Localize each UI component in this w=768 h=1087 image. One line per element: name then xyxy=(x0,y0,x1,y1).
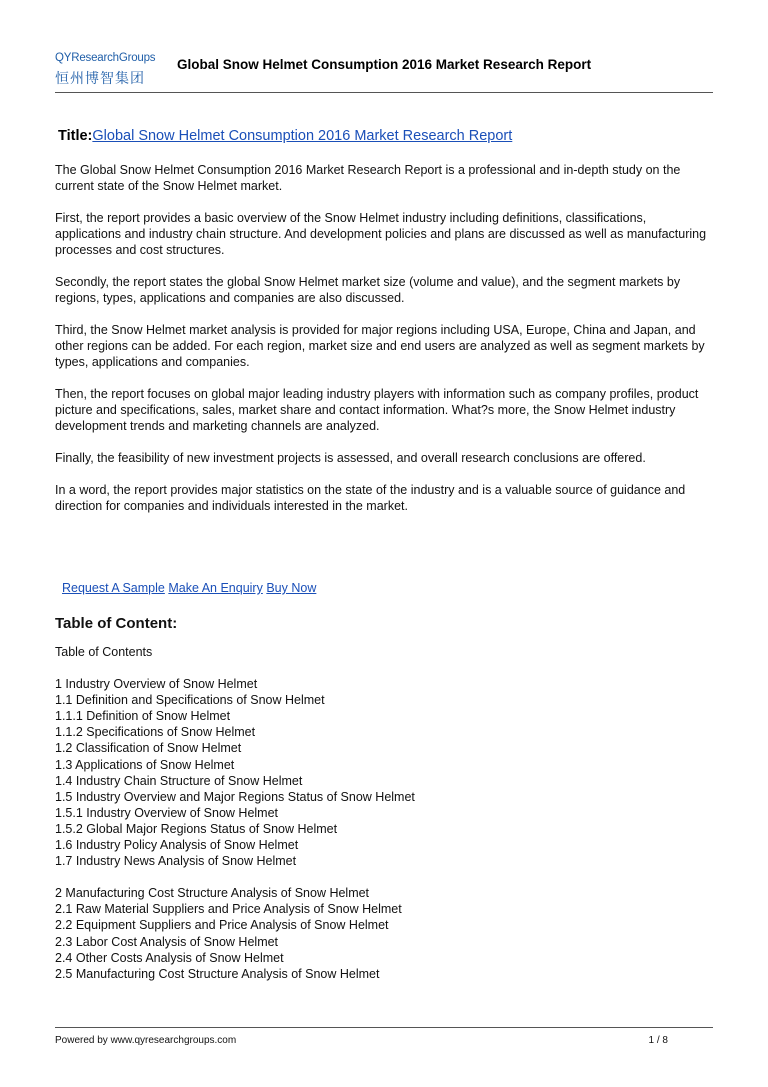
action-links xyxy=(62,581,316,595)
toc-entry: 1.1.1 Definition of Snow Helmet xyxy=(55,709,231,724)
toc-entry: 2.1 Raw Material Suppliers and Price Analysis of Snow Helmet xyxy=(55,902,402,917)
toc-heading: Table of Content: xyxy=(55,615,178,632)
toc-entry: 2.3 Labor Cost Analysis of Snow Helmet xyxy=(55,934,279,949)
logo-text-cn: 恒州博智集团 xyxy=(55,71,145,87)
toc-entry: 1.5.1 Industry Overview of Snow Helmet xyxy=(55,805,279,820)
report-title-link[interactable]: Global Snow Helmet Consumption 2016 Market Research Report xyxy=(92,128,513,144)
toc-section-gap xyxy=(55,869,715,885)
body-paragraph: Secondly, the report states the global Snow Helmet market size (volume and value), and the segment markets by regions, types, applications and companies are also discussed. xyxy=(55,275,681,305)
toc-entry: 1.6 Industry Policy Analysis of Snow Helmet xyxy=(55,838,299,853)
request-sample-link[interactable]: Request A Sample xyxy=(62,581,165,595)
body-paragraph: First, the report provides a basic overview of the Snow Helmet industry including definitions, classifications, applications and industry chain structure. And development policies and plans are discussed as well as manufacturing processes and cost structures. xyxy=(55,211,707,257)
body-paragraph: In a word, the report provides major statistics on the state of the industry and is a valuable source of guidance and direction for companies and individuals interested in the market. xyxy=(55,483,686,513)
toc-entry: 1.1.2 Specifications of Snow Helmet xyxy=(55,725,256,740)
toc-entry: 2.2 Equipment Suppliers and Price Analysis of Snow Helmet xyxy=(55,918,389,933)
toc-entry: 1.1 Definition and Specifications of Snow Helmet xyxy=(55,693,325,708)
toc-entry: 1.5.2 Global Major Regions Status of Snow Helmet xyxy=(55,821,338,836)
buy-now-link[interactable]: Buy Now xyxy=(266,581,317,595)
toc-entry: 1.3 Applications of Snow Helmet xyxy=(55,757,235,772)
footer-powered-by: Powered by www.qyresearchgroups.com xyxy=(55,1035,237,1046)
table-of-contents xyxy=(55,644,715,982)
title-label: Title: xyxy=(58,128,93,144)
toc-list xyxy=(55,676,715,982)
body-paragraph: Third, the Snow Helmet market analysis is provided for major regions including USA, Europe, China and Japan, and other regions can be added. For each region, market size and end users are analyzed as well as segment markets by types, applications and companies. xyxy=(55,323,705,369)
toc-entry: 2.4 Other Costs Analysis of Snow Helmet xyxy=(55,950,284,965)
toc-entry: 2 Manufacturing Cost Structure Analysis of Snow Helmet xyxy=(55,886,370,901)
page-footer xyxy=(55,1027,713,1046)
page-number: 1 / 8 xyxy=(648,1035,668,1046)
body-paragraph: Then, the report focuses on global major leading industry players with information such as company profiles, product picture and specifications, sales, market share and contact information. What?s more, the Snow Helmet industry development trends and marketing channels are analyzed. xyxy=(55,387,699,433)
report-description xyxy=(55,162,715,530)
toc-entry: 2.5 Manufacturing Cost Structure Analysis of Snow Helmet xyxy=(55,966,380,981)
toc-subheading: Table of Contents xyxy=(55,645,153,659)
page-header xyxy=(55,52,713,93)
toc-entry: 1.7 Industry News Analysis of Snow Helmet xyxy=(55,854,297,869)
toc-entry: 1.5 Industry Overview and Major Regions Status of Snow Helmet xyxy=(55,789,415,804)
toc-entry: 1.4 Industry Chain Structure of Snow Helmet xyxy=(55,773,303,788)
logo-text-en: QYResearchGroups xyxy=(55,52,156,64)
body-paragraph: Finally, the feasibility of new investment projects is assessed, and overall research conclusions are offered. xyxy=(55,451,646,465)
make-enquiry-link[interactable]: Make An Enquiry xyxy=(168,581,263,595)
toc-entry: 1.2 Classification of Snow Helmet xyxy=(55,741,242,756)
body-paragraph: The Global Snow Helmet Consumption 2016 Market Research Report is a professional and in-depth study on the current state of the Snow Helmet market. xyxy=(55,163,681,193)
toc-entry: 1 Industry Overview of Snow Helmet xyxy=(55,677,258,692)
header-title: Global Snow Helmet Consumption 2016 Market Research Report xyxy=(177,57,592,72)
report-title-line xyxy=(58,128,512,144)
company-logo xyxy=(55,52,170,88)
